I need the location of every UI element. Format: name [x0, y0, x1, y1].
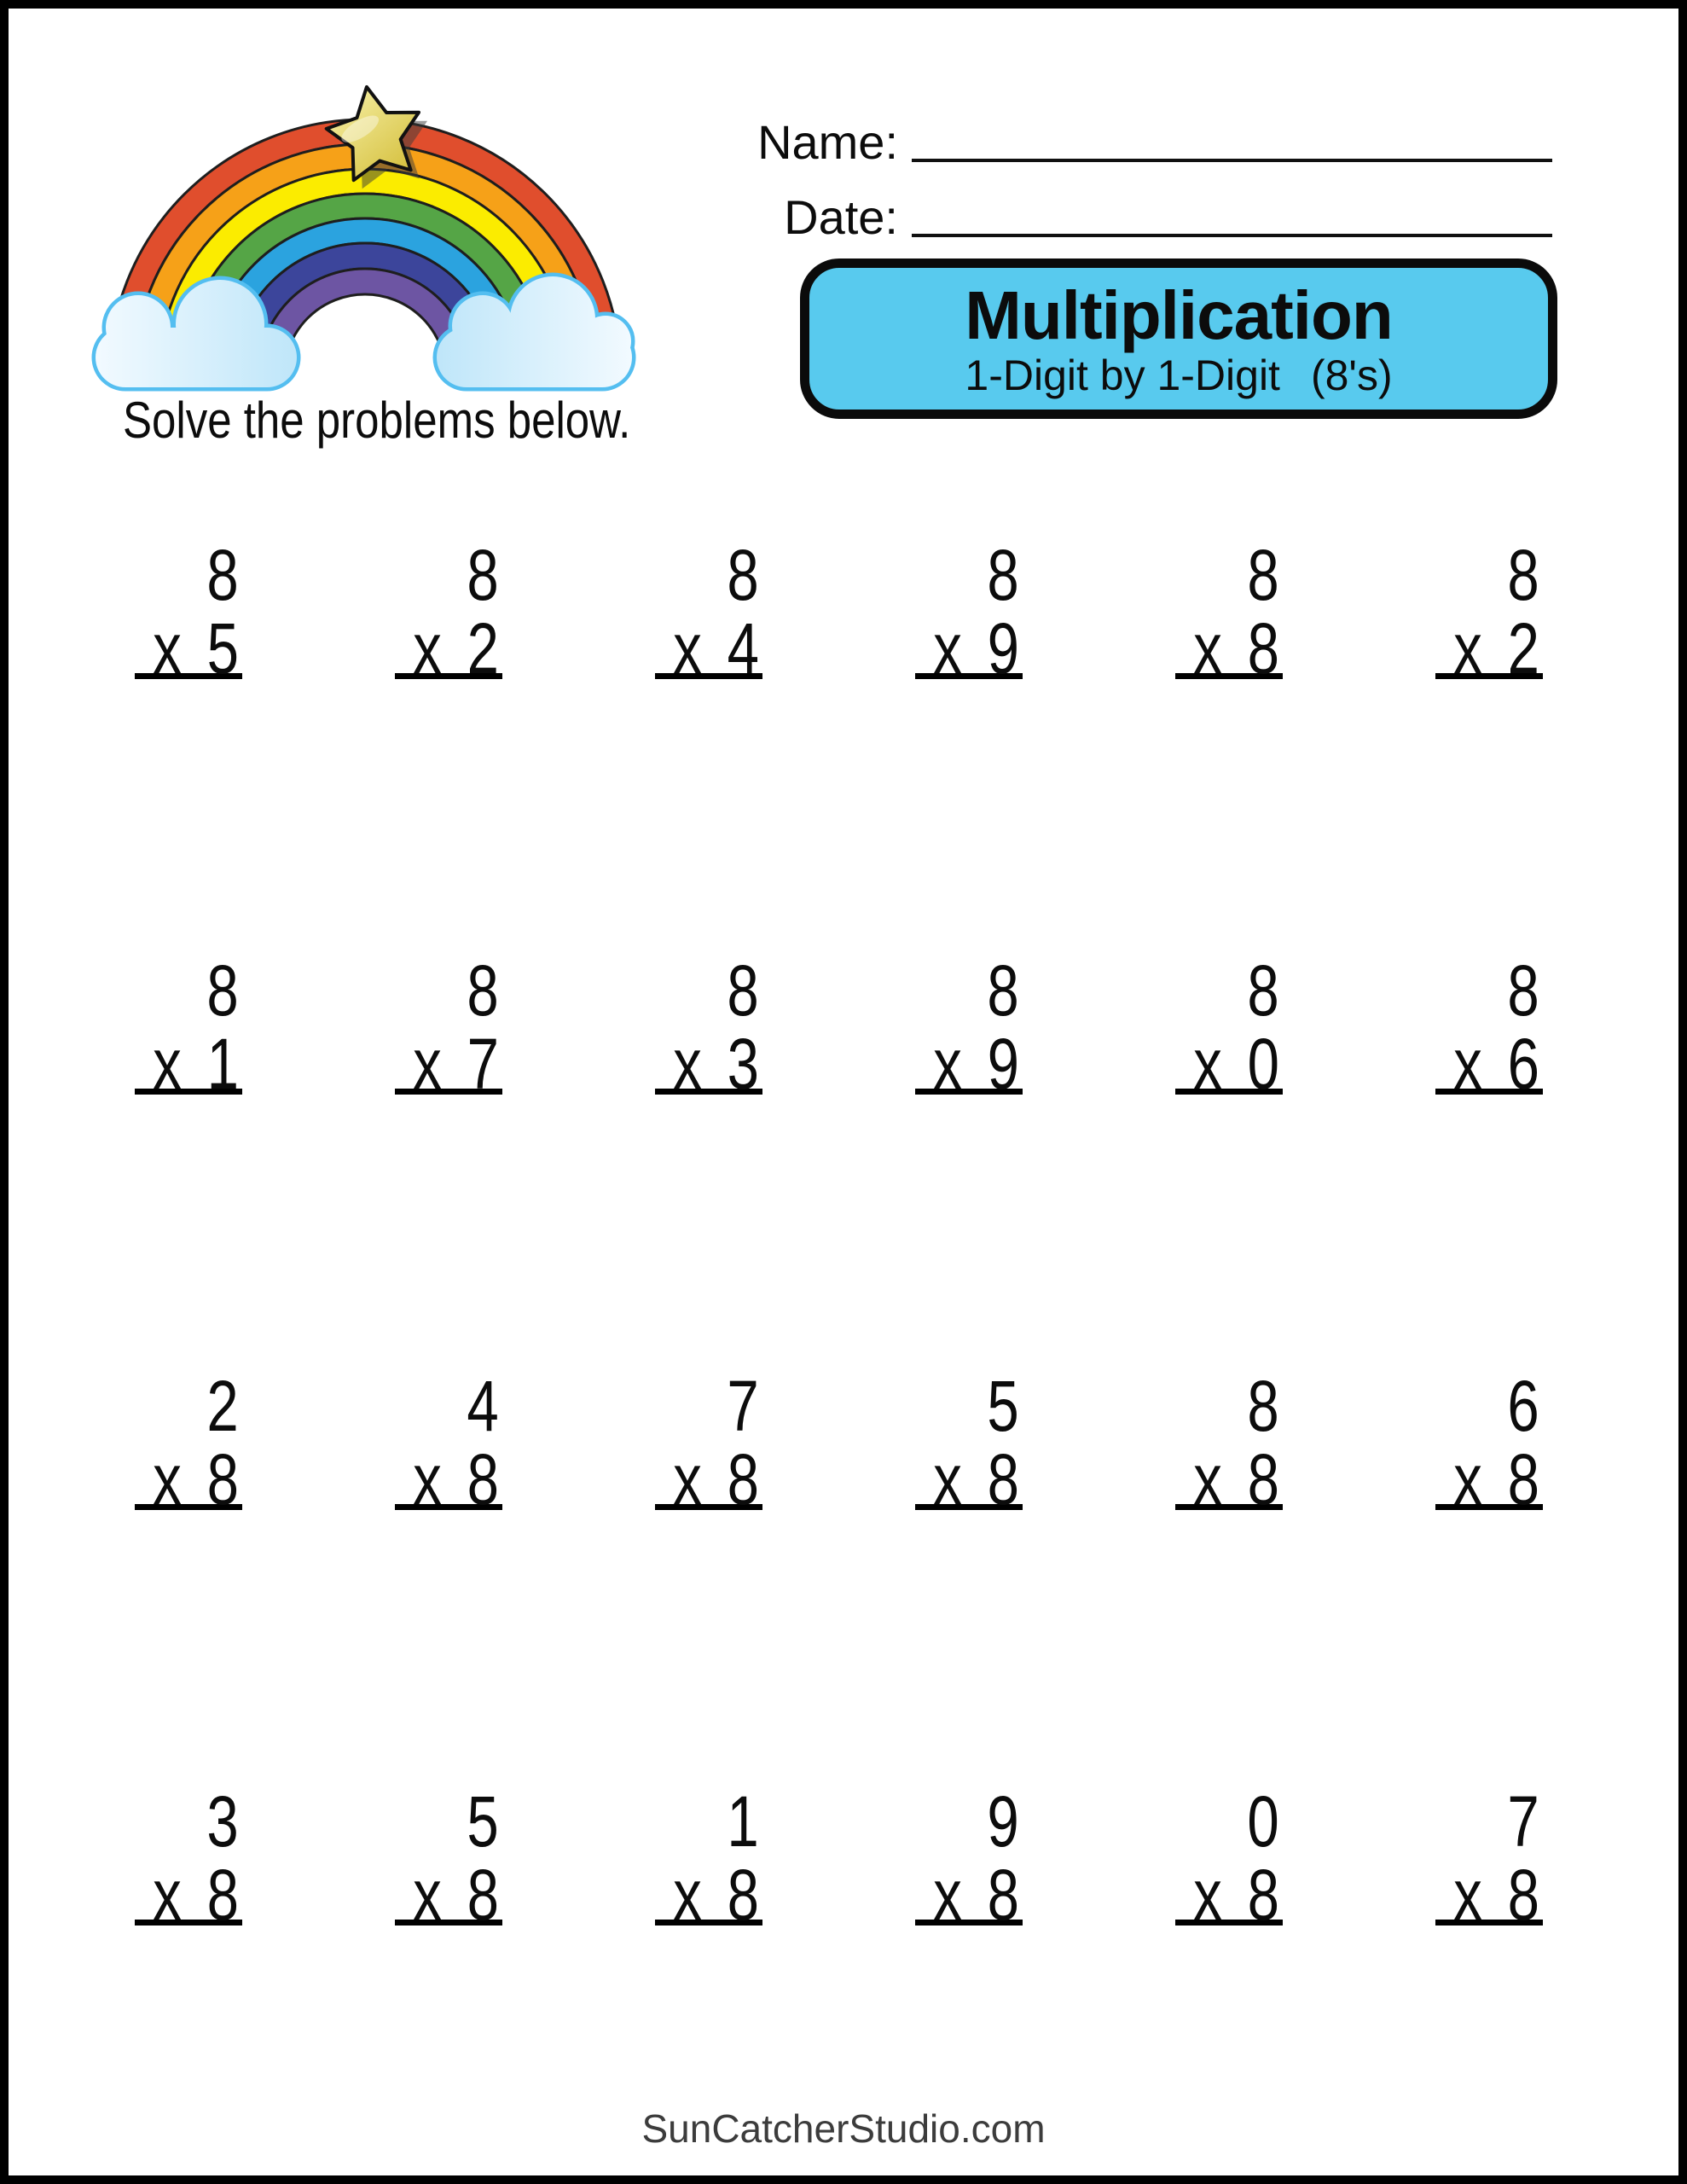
rainbow-icon: [85, 70, 665, 403]
problem-cell[interactable]: 1 x 8: [499, 1785, 759, 2184]
problem-cell[interactable]: 8 x 7: [239, 954, 499, 1369]
worksheet-title-box: [800, 258, 1557, 419]
problem-cell[interactable]: 5 x 8: [759, 1369, 1019, 1785]
worksheet-title: Multiplication: [965, 277, 1393, 353]
date-field-row: [736, 190, 1552, 244]
problem-cell[interactable]: 8 x 3: [499, 954, 759, 1369]
problem-cell[interactable]: 8 x 4: [499, 538, 759, 954]
problem-cell[interactable]: 8 x 9: [759, 954, 1019, 1369]
problem-cell[interactable]: 8 x 0: [1019, 954, 1279, 1369]
problem-cell[interactable]: 8 x 1: [9, 954, 239, 1369]
problem-cell[interactable]: 8 x 9: [759, 538, 1019, 954]
problem-cell[interactable]: 6 x 8: [1279, 1369, 1539, 1785]
name-input-line[interactable]: [912, 159, 1552, 162]
problem-cell[interactable]: 2 x 8: [9, 1369, 239, 1785]
problem-cell[interactable]: 8 x 8: [1019, 1369, 1279, 1785]
name-label: Name:: [757, 115, 898, 169]
problem-cell[interactable]: 8 x 6: [1279, 954, 1539, 1369]
problem-cell[interactable]: 8 x 5: [9, 538, 239, 954]
problem-cell[interactable]: 9 x 8: [759, 1785, 1019, 2184]
problem-cell[interactable]: 7 x 8: [499, 1369, 759, 1785]
problem-cell[interactable]: 3 x 8: [9, 1785, 239, 2184]
problem-cell[interactable]: 8 x 2: [1279, 538, 1539, 954]
date-input-line[interactable]: [912, 234, 1552, 237]
problem-cell[interactable]: 0 x 8: [1019, 1785, 1279, 2184]
name-field-row: [736, 115, 1552, 169]
date-label: Date:: [784, 190, 898, 244]
problem-cell[interactable]: 8 x 2: [239, 538, 499, 954]
site-credit: SunCatcherStudio.com: [641, 2106, 1046, 2151]
problem-cell[interactable]: 7 x 8: [1279, 1785, 1539, 2184]
problem-cell[interactable]: 5 x 8: [239, 1785, 499, 2184]
problems-grid: [9, 535, 1539, 2184]
problem-cell[interactable]: 4 x 8: [239, 1369, 499, 1785]
instructions-text: Solve the problems below.: [123, 392, 631, 449]
worksheet-subtitle: 1-Digit by 1-Digit (8's): [965, 351, 1393, 399]
problem-cell[interactable]: 8 x 8: [1019, 538, 1279, 954]
